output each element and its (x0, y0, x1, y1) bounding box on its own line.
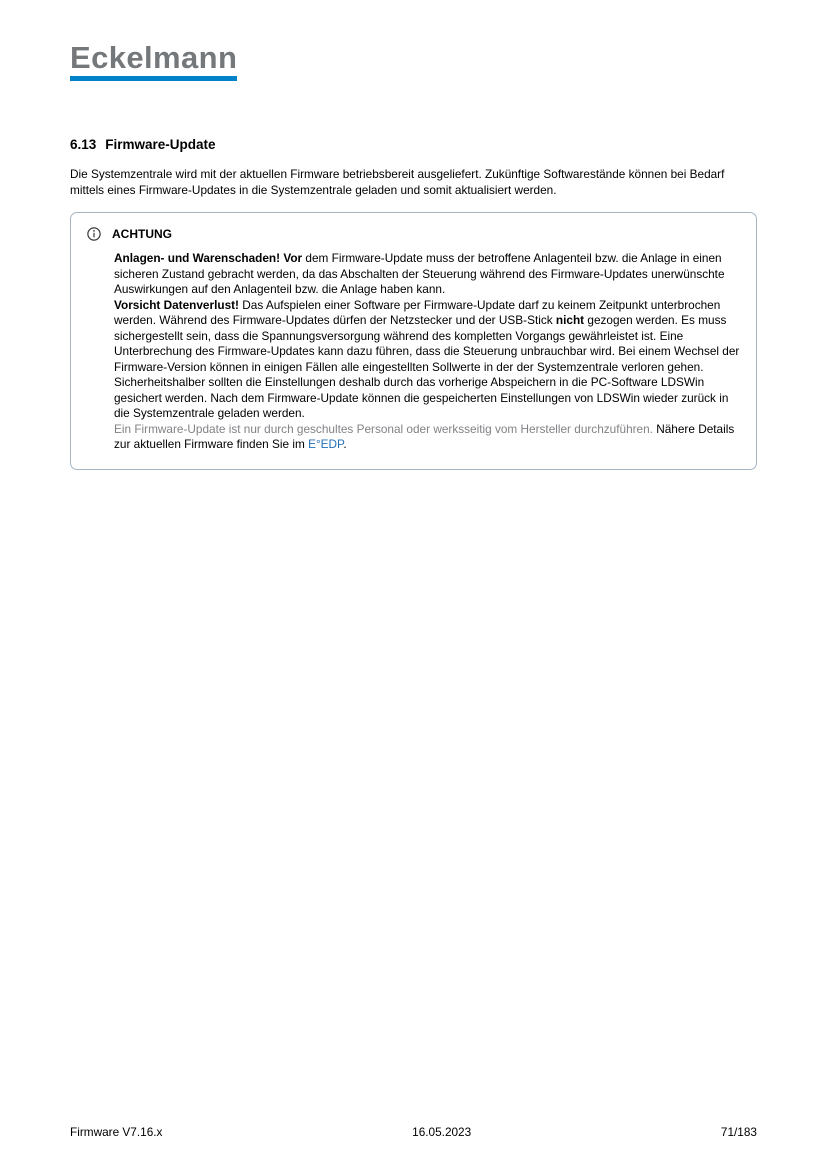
notice-bold-warning: Anlagen- und Warenschaden! Vor (114, 251, 303, 266)
page-footer (70, 1125, 757, 1139)
notice-body (114, 251, 740, 453)
edp-link[interactable]: E°EDP (308, 437, 344, 452)
notice-bold-nicht: nicht (555, 313, 585, 328)
eckelmann-logo (70, 42, 237, 81)
notice-text-segment: Das Aufspielen einer Software per Firmware-Update darf zu keinem Zeitpunkt unterbrochen werden. Während des Firmware-Updates dürfen der Netzstecker und der USB-Stick (114, 297, 721, 328)
footer-page-number: 71/183 (720, 1125, 757, 1139)
page-content (0, 0, 827, 470)
notice-text-segment: Nähere Details zur aktuellen Firmware finden Sie im (114, 421, 735, 452)
notice-text-segment: gezogen werden. Es muss sichergestellt sein, dass die Spannungsversorgung während des kompletten Vorgangs gewährleistet ist. Eine Unterbrechung des Firmware-Updates kann dazu führen, dass die Steuerung unbrauchbar wird. Bei einem Wechsel der Firmware-Version können in einigen Fällen alle eingestellten Sollwerte in der der Systemzentrale verloren gehen. Sicherheitshalber sollten die Einstellungen deshalb durch das vorherige Abspeichern in die PC-Software LDSWin gesichert werden. Nach dem Firmware-Update können die gespeicherten Einstellungen von LDSWin wieder zurück in die Systemzentrale geladen werden. (114, 313, 740, 421)
notice-gray-text: Ein Firmware-Update ist nur durch geschultes Personal oder werksseitig vom Hersteller durchzuführen. (114, 421, 653, 436)
section-heading (70, 137, 757, 152)
section-number: 6.13 (70, 137, 97, 152)
notice-header (87, 227, 740, 241)
logo-wordmark: Eckelmann (70, 40, 238, 75)
info-icon (87, 227, 101, 241)
page-header (70, 42, 757, 81)
logo-underline (70, 76, 237, 81)
footer-firmware-version: Firmware V7.16.x (70, 1125, 163, 1139)
section-title: Firmware-Update (105, 137, 216, 152)
notice-text-segment: . (343, 437, 347, 452)
footer-date: 16.05.2023 (412, 1125, 472, 1139)
notice-title: ACHTUNG (112, 227, 172, 242)
attention-box (70, 212, 757, 470)
notice-bold-dataloss: Vorsicht Datenverlust! (114, 297, 239, 312)
intro-paragraph: Die Systemzentrale wird mit der aktuellen Firmware betriebsbereit ausgeliefert. Zukünftige Softwarestände können bei Bedarf mittels eines Firmware-Updates in die Systemzentrale geladen und somit aktualisiert werden. (70, 167, 725, 198)
notice-text-segment: dem Firmware-Update muss der betroffene Anlagenteil bzw. die Anlage in einen sicheren Zustand gebracht werden, da das Abschalten der Steuerung während des Firmware-Updates unerwünschte Auswirkungen auf den Anlagenteil bzw. die Anlage haben kann. (114, 251, 725, 297)
